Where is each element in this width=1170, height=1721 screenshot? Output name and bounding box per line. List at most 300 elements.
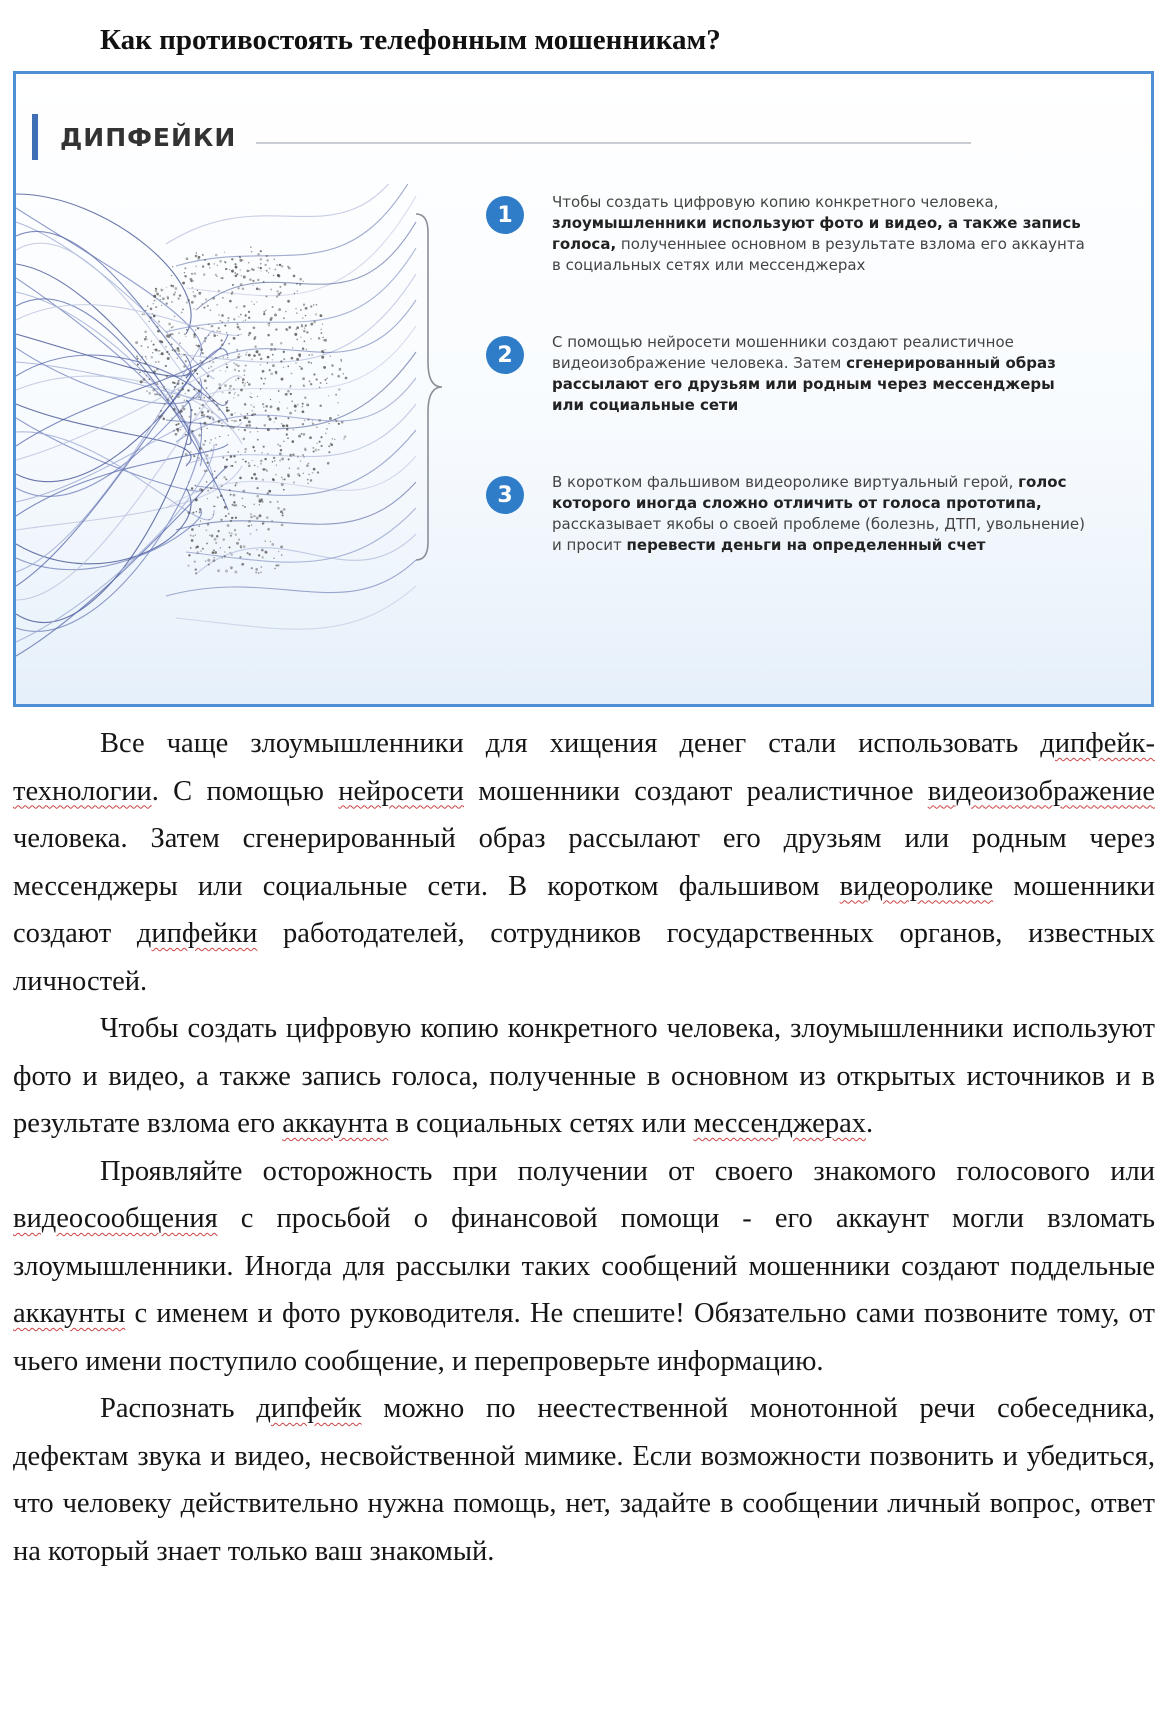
head-dot bbox=[224, 555, 226, 557]
head-dot bbox=[229, 385, 232, 388]
head-dot bbox=[235, 266, 238, 269]
head-dot bbox=[225, 515, 227, 517]
flow-line bbox=[16, 444, 228, 516]
head-dot bbox=[273, 421, 275, 423]
head-dot bbox=[308, 380, 310, 382]
head-dot bbox=[290, 393, 292, 395]
head-dot bbox=[214, 538, 217, 541]
head-dot bbox=[284, 478, 286, 480]
head-dot bbox=[341, 361, 342, 362]
head-dot bbox=[256, 301, 257, 302]
head-dot bbox=[198, 396, 200, 398]
head-dot bbox=[263, 281, 265, 283]
head-dot bbox=[272, 461, 274, 463]
head-dot bbox=[264, 458, 266, 460]
step-text-run: сгенерированный образ рассылают его друзьям или родным через мессенджеры или социальные сети bbox=[552, 354, 1056, 414]
head-dot bbox=[267, 356, 270, 359]
head-dot bbox=[307, 483, 309, 485]
head-dot bbox=[279, 264, 281, 266]
head-dot bbox=[283, 508, 286, 511]
head-dot bbox=[230, 455, 233, 458]
head-dot bbox=[193, 295, 196, 298]
head-dot bbox=[171, 301, 173, 303]
head-dot bbox=[248, 311, 250, 313]
head-dot bbox=[227, 524, 230, 527]
head-dot bbox=[345, 377, 348, 380]
head-dot bbox=[263, 313, 265, 315]
head-dot bbox=[186, 329, 188, 331]
head-dot bbox=[221, 277, 223, 279]
head-dot bbox=[198, 389, 201, 392]
head-dot bbox=[250, 404, 252, 406]
head-dot bbox=[261, 501, 263, 503]
head-dot bbox=[230, 413, 233, 416]
head-dot bbox=[267, 428, 270, 431]
head-dot bbox=[210, 487, 212, 489]
head-dot bbox=[242, 382, 244, 384]
head-dot bbox=[275, 372, 277, 374]
text-run: работодателей, сотрудников государственных органов, известных личностей. bbox=[13, 918, 1155, 997]
head-dot bbox=[199, 407, 201, 409]
head-dot bbox=[250, 247, 251, 248]
head-dot bbox=[225, 478, 227, 480]
head-dot bbox=[150, 316, 152, 318]
head-dot bbox=[249, 553, 251, 555]
head-dot bbox=[146, 390, 148, 392]
head-dot bbox=[282, 425, 285, 428]
text-run: с именем и фото руководителя. Не спешите! Обязательно сами позвоните тому, от чьего имени поступило сообщение, и перепроверьте информацию. bbox=[13, 1298, 1155, 1377]
text-run: с просьбой о финансовой помощи - его аккаунт могли взломать злоумышленники. Иногда для рассылки таких сообщений мошенники создают поддельные bbox=[13, 1203, 1155, 1282]
head-dot bbox=[190, 534, 192, 536]
head-dot bbox=[285, 328, 287, 330]
head-dot bbox=[153, 315, 156, 318]
head-dot bbox=[220, 495, 223, 498]
head-dot bbox=[257, 279, 260, 282]
head-dot bbox=[224, 325, 226, 327]
head-dot bbox=[266, 295, 268, 297]
head-dot bbox=[237, 394, 239, 396]
head-dot bbox=[331, 364, 334, 367]
head-dot bbox=[195, 255, 198, 258]
head-dot bbox=[248, 520, 251, 523]
head-dot bbox=[229, 552, 230, 553]
head-dot bbox=[136, 356, 138, 358]
head-dot bbox=[194, 272, 197, 275]
head-dot bbox=[316, 443, 317, 444]
head-dot bbox=[260, 364, 261, 365]
head-dot bbox=[209, 534, 211, 536]
head-dot bbox=[258, 572, 260, 574]
head-dot bbox=[270, 372, 273, 375]
flow-line bbox=[196, 534, 416, 574]
head-dot bbox=[257, 253, 260, 256]
spellcheck-word: дипфейк-технологии bbox=[13, 728, 1155, 807]
head-dot bbox=[145, 356, 146, 357]
head-dot bbox=[192, 535, 194, 537]
head-dot bbox=[167, 357, 170, 360]
head-dot bbox=[274, 314, 277, 317]
head-dot bbox=[304, 448, 307, 451]
head-dot bbox=[307, 479, 309, 481]
head-dot bbox=[253, 354, 256, 357]
head-dot bbox=[194, 560, 196, 562]
head-dot bbox=[206, 481, 208, 483]
head-dot bbox=[233, 420, 235, 422]
head-dot bbox=[248, 354, 251, 357]
head-dot bbox=[318, 337, 320, 339]
head-dot bbox=[251, 251, 253, 253]
head-dot bbox=[302, 454, 304, 456]
head-dot bbox=[270, 348, 273, 351]
head-dot bbox=[308, 474, 309, 475]
head-dot bbox=[324, 349, 326, 351]
head-dot bbox=[207, 410, 209, 412]
step-number-badge: 2 bbox=[486, 336, 524, 374]
head-dot bbox=[184, 400, 185, 401]
head-dot bbox=[201, 411, 204, 414]
head-dot bbox=[300, 336, 301, 337]
head-dot bbox=[172, 381, 174, 383]
head-dot bbox=[259, 288, 261, 290]
head-dot bbox=[326, 383, 327, 384]
head-dot bbox=[279, 286, 281, 288]
head-dot bbox=[238, 316, 239, 317]
head-dot bbox=[218, 530, 220, 532]
head-dot bbox=[233, 318, 235, 320]
head-dot bbox=[212, 418, 214, 420]
head-dot bbox=[316, 378, 318, 380]
head-dot bbox=[172, 396, 174, 398]
head-dot bbox=[168, 323, 171, 326]
head-dot bbox=[193, 280, 194, 281]
head-dot bbox=[235, 533, 237, 535]
head-dot bbox=[177, 357, 179, 359]
head-dot bbox=[144, 338, 147, 341]
head-dot bbox=[155, 306, 157, 308]
step-text-run: полученныее основном в результате взлома его аккаунта в социальных сетях или мессенджерах bbox=[552, 235, 1085, 274]
head-dot bbox=[280, 546, 283, 549]
head-dot bbox=[250, 431, 252, 433]
head-dot bbox=[218, 314, 220, 316]
head-dot bbox=[234, 393, 235, 394]
head-dot bbox=[200, 520, 201, 521]
head-dot bbox=[282, 479, 283, 480]
head-dot bbox=[233, 337, 236, 340]
head-dot bbox=[190, 384, 191, 385]
head-dot bbox=[206, 542, 208, 544]
head-dot bbox=[273, 457, 276, 460]
head-dot bbox=[196, 373, 197, 374]
head-dot bbox=[278, 390, 280, 392]
head-dot bbox=[166, 302, 168, 304]
head-dot bbox=[178, 389, 180, 391]
step-text-run: С помощью нейросети мошенники создают реалистичное видеоизображение человека. Затем bbox=[552, 333, 1014, 372]
head-dot bbox=[313, 373, 315, 375]
head-dot bbox=[202, 352, 204, 354]
head-dot bbox=[268, 322, 270, 324]
head-dot bbox=[153, 344, 155, 346]
head-dot bbox=[209, 417, 211, 419]
head-dot bbox=[299, 283, 301, 285]
head-dot bbox=[226, 364, 227, 365]
head-dot bbox=[255, 568, 258, 571]
head-dot bbox=[270, 541, 271, 542]
head-dot bbox=[218, 327, 220, 329]
head-dot bbox=[213, 550, 215, 552]
head-dot bbox=[299, 366, 301, 368]
text-run: Все чаще злоумышленники для хищения денег стали использовать bbox=[100, 728, 1041, 759]
head-dot bbox=[221, 485, 223, 487]
head-dot bbox=[219, 260, 222, 263]
head-dot bbox=[283, 358, 285, 360]
head-dot bbox=[266, 255, 268, 257]
head-dot bbox=[146, 338, 148, 340]
head-dot bbox=[281, 378, 284, 381]
head-dot bbox=[244, 506, 246, 508]
head-dot bbox=[213, 559, 216, 562]
head-dot bbox=[221, 425, 223, 427]
head-dot bbox=[144, 362, 147, 365]
head-dot bbox=[300, 367, 303, 370]
head-dot bbox=[334, 439, 335, 440]
head-dot bbox=[296, 312, 297, 313]
head-dot bbox=[270, 289, 272, 291]
head-dot bbox=[222, 557, 223, 558]
head-dot bbox=[200, 360, 202, 362]
head-dot bbox=[162, 417, 165, 420]
head-dot bbox=[342, 373, 344, 375]
head-dot bbox=[205, 560, 207, 562]
flow-line bbox=[176, 274, 416, 362]
head-dot bbox=[241, 275, 242, 276]
head-dot bbox=[206, 462, 208, 464]
head-dot bbox=[265, 468, 267, 470]
head-dot bbox=[208, 519, 209, 520]
head-dot bbox=[270, 317, 273, 320]
step-text-run: рассказывает якобы о своей проблеме (болезнь, ДТП, увольнение) и просит bbox=[552, 515, 1085, 554]
head-dot bbox=[227, 407, 229, 409]
flow-line bbox=[176, 482, 416, 530]
article-paragraph bbox=[13, 720, 1155, 1005]
head-dot bbox=[343, 438, 345, 440]
step-number-badge: 3 bbox=[486, 476, 524, 514]
head-dot bbox=[301, 325, 304, 328]
head-dot bbox=[225, 570, 228, 573]
head-dot bbox=[231, 293, 233, 295]
head-dot bbox=[185, 336, 187, 338]
head-dot bbox=[256, 487, 258, 489]
head-dot bbox=[308, 354, 310, 356]
head-dot bbox=[248, 332, 251, 335]
head-dot bbox=[256, 350, 259, 353]
head-dot bbox=[206, 428, 207, 429]
head-dot bbox=[235, 461, 237, 463]
head-dot bbox=[261, 556, 263, 558]
step-text-run: Чтобы создать цифровую копию конкретного человека, bbox=[552, 193, 999, 211]
head-dot bbox=[297, 467, 300, 470]
head-dot bbox=[315, 448, 318, 451]
head-dot bbox=[137, 363, 139, 365]
head-dot bbox=[151, 340, 152, 341]
head-dot bbox=[294, 404, 296, 406]
head-dot bbox=[159, 295, 161, 297]
head-dot bbox=[211, 534, 214, 537]
flow-line bbox=[166, 184, 416, 244]
head-dot bbox=[253, 338, 255, 340]
head-dot bbox=[239, 328, 241, 330]
head-dot bbox=[199, 511, 201, 513]
head-dot bbox=[146, 358, 147, 359]
head-dot bbox=[246, 424, 249, 427]
head-dot bbox=[234, 272, 236, 274]
head-dot bbox=[231, 420, 232, 421]
head-dot bbox=[267, 415, 270, 418]
head-dot bbox=[297, 456, 299, 458]
head-dot bbox=[216, 477, 218, 479]
flow-line bbox=[166, 560, 416, 596]
head-dot bbox=[217, 265, 218, 266]
head-dot bbox=[195, 498, 197, 500]
head-dot bbox=[235, 379, 236, 380]
head-dot bbox=[216, 330, 218, 332]
head-dot bbox=[206, 387, 208, 389]
head-dot bbox=[302, 347, 304, 349]
step-text-run: В коротком фальшивом видеоролике виртуальный герой, bbox=[552, 473, 1019, 491]
digital-head-illustration bbox=[16, 184, 476, 704]
head-dot bbox=[222, 457, 224, 459]
head-dot bbox=[154, 300, 156, 302]
head-dot bbox=[315, 313, 317, 315]
head-dot bbox=[247, 270, 250, 273]
head-dot bbox=[268, 272, 269, 273]
head-dot bbox=[287, 428, 289, 430]
head-dot bbox=[229, 489, 231, 491]
flow-line bbox=[16, 264, 191, 444]
head-dot bbox=[243, 438, 246, 441]
head-dot bbox=[331, 373, 333, 375]
head-dot bbox=[143, 378, 146, 381]
head-dot bbox=[168, 353, 170, 355]
head-dot bbox=[223, 476, 226, 479]
head-dot bbox=[276, 264, 278, 266]
head-dot bbox=[193, 397, 194, 398]
flow-line bbox=[16, 349, 228, 586]
head-dot bbox=[165, 346, 167, 348]
head-dot bbox=[325, 432, 327, 434]
head-dot bbox=[239, 556, 241, 558]
head-dot bbox=[219, 387, 222, 390]
article-body bbox=[13, 720, 1155, 1575]
head-dot bbox=[208, 334, 210, 336]
head-dot bbox=[243, 384, 245, 386]
head-dot bbox=[163, 388, 165, 390]
head-dot bbox=[278, 308, 281, 311]
head-dot bbox=[173, 293, 175, 295]
step-2 bbox=[486, 332, 1086, 416]
head-dot bbox=[279, 459, 281, 461]
head-dot bbox=[160, 415, 163, 418]
head-dot bbox=[156, 326, 158, 328]
head-dot bbox=[234, 369, 237, 372]
head-dot bbox=[303, 281, 304, 282]
head-dot bbox=[275, 565, 277, 567]
head-dot bbox=[239, 420, 240, 421]
head-dot bbox=[287, 390, 290, 393]
head-dot bbox=[230, 520, 232, 522]
head-dot bbox=[291, 373, 293, 375]
head-dot bbox=[210, 439, 212, 441]
head-dot bbox=[296, 358, 299, 361]
head-dot bbox=[194, 485, 196, 487]
head-dot bbox=[215, 274, 217, 276]
head-dot bbox=[262, 370, 265, 373]
head-dot bbox=[230, 494, 232, 496]
head-dot bbox=[188, 565, 190, 567]
head-dot bbox=[251, 477, 253, 479]
head-dot bbox=[244, 374, 245, 375]
head-dot bbox=[166, 351, 168, 353]
head-dot bbox=[139, 372, 141, 374]
head-dot bbox=[263, 311, 265, 313]
head-dot bbox=[219, 331, 221, 333]
head-dot bbox=[270, 343, 273, 346]
head-dot bbox=[214, 551, 217, 554]
head-dot bbox=[281, 423, 283, 425]
head-dot bbox=[300, 460, 301, 461]
head-dot bbox=[305, 324, 306, 325]
head-dot bbox=[254, 346, 256, 348]
head-dot bbox=[237, 356, 240, 359]
head-dot bbox=[213, 334, 216, 337]
head-dot bbox=[286, 424, 289, 427]
head-dot bbox=[242, 490, 245, 493]
head-dot bbox=[295, 308, 296, 309]
head-dot bbox=[248, 424, 251, 427]
head-dot bbox=[313, 320, 316, 323]
head-dot bbox=[245, 382, 247, 384]
head-dot bbox=[199, 447, 202, 450]
head-dot bbox=[326, 428, 328, 430]
head-dot bbox=[256, 495, 259, 498]
head-dot bbox=[291, 357, 294, 360]
head-dot bbox=[191, 273, 193, 275]
head-dot bbox=[246, 352, 247, 353]
head-dot bbox=[251, 414, 253, 416]
head-dot bbox=[235, 363, 237, 365]
head-dot bbox=[275, 474, 277, 476]
head-dot bbox=[258, 554, 260, 556]
head-dot bbox=[290, 454, 292, 456]
head-dot bbox=[217, 569, 220, 572]
head-dot bbox=[193, 388, 195, 390]
head-dot bbox=[292, 453, 295, 456]
head-dot bbox=[344, 435, 347, 438]
head-dot bbox=[156, 383, 159, 386]
head-dot bbox=[256, 549, 257, 550]
head-dot bbox=[196, 551, 199, 554]
head-dot bbox=[183, 354, 185, 356]
head-dot bbox=[227, 451, 229, 453]
head-dot bbox=[209, 361, 211, 363]
head-dot bbox=[253, 473, 256, 476]
head-dot bbox=[328, 423, 329, 424]
head-dot bbox=[294, 410, 296, 412]
head-dot bbox=[289, 412, 292, 415]
head-dot bbox=[215, 444, 217, 446]
head-dot bbox=[180, 410, 183, 413]
head-dot bbox=[305, 315, 306, 316]
head-dot bbox=[303, 433, 306, 436]
